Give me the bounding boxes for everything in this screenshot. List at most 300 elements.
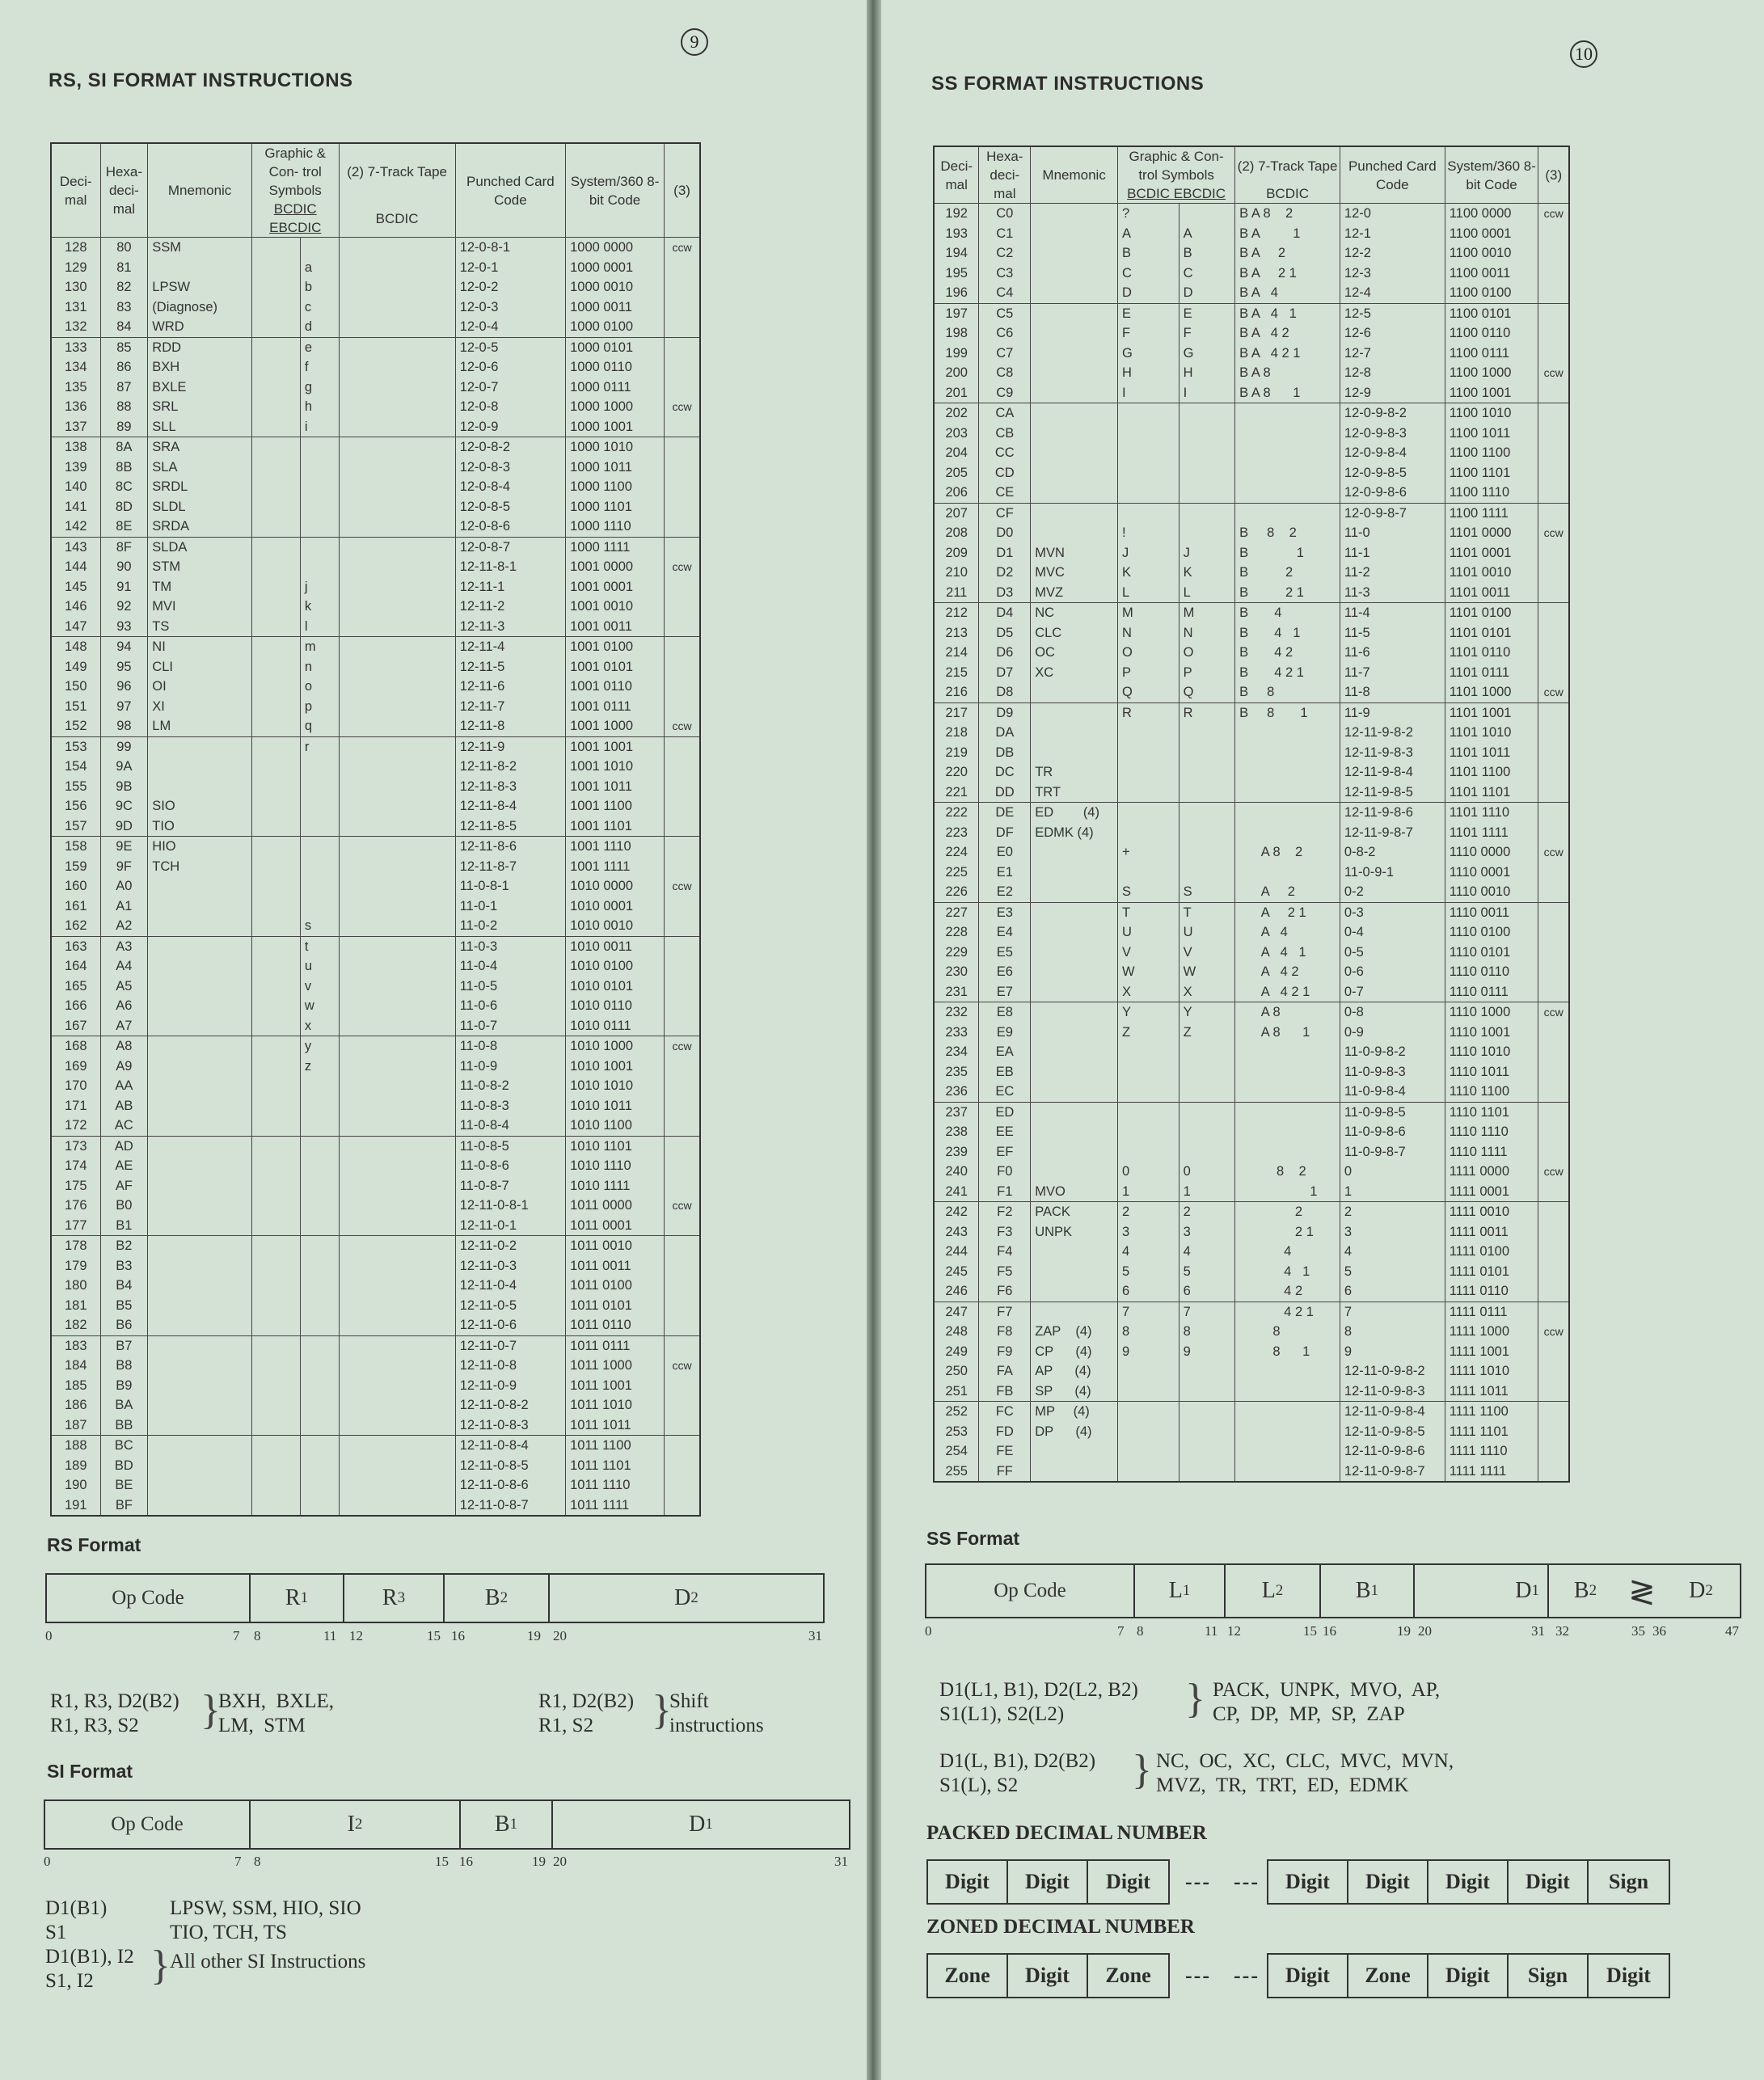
mnemonic-cell — [148, 1176, 252, 1196]
ss-field-l2: L 2 — [1226, 1565, 1321, 1617]
system-cell: 1110 0011 — [1445, 902, 1538, 922]
tape-cell — [1235, 823, 1340, 843]
rs-field-opcode: Op Code — [47, 1575, 251, 1622]
bcdic-cell — [1118, 723, 1180, 743]
note-cell — [1538, 503, 1569, 523]
zoned-right-group — [1267, 1953, 1670, 1998]
bcdic-cell: 9 — [1118, 1342, 1180, 1362]
tape-cell — [339, 1496, 455, 1517]
tape-cell — [339, 897, 455, 917]
tape-cell — [339, 956, 455, 977]
bcdic-cell — [251, 977, 300, 997]
note-cell — [1538, 823, 1569, 843]
hex-cell: F1 — [979, 1182, 1031, 1202]
ss-field-b2: B 2 — [1573, 1578, 1597, 1603]
decimal-cell: 223 — [934, 823, 979, 843]
bit-label: 19 — [527, 1628, 541, 1643]
decimal-cell: 221 — [934, 783, 979, 803]
decimal-cell: 176 — [51, 1196, 100, 1216]
ebcdic-cell: 1 — [1179, 1182, 1235, 1202]
punched-cell: 11-0-8-6 — [455, 1156, 565, 1176]
system-cell: 1010 0111 — [566, 1016, 665, 1036]
punched-cell: 12-11-0-8-7 — [455, 1496, 565, 1517]
hex-cell: D9 — [979, 702, 1031, 723]
mnemonic-cell — [148, 1216, 252, 1236]
zoned-cell: Digit — [1268, 1955, 1348, 1997]
hex-cell: D4 — [979, 603, 1031, 623]
hex-cell: BA — [100, 1395, 148, 1415]
system-cell: 1010 1111 — [566, 1176, 665, 1196]
tape-cell — [1235, 424, 1340, 444]
punched-cell: 12-0-3 — [455, 297, 565, 318]
system-cell: 1010 1000 — [566, 1036, 665, 1057]
bcdic-cell — [251, 458, 300, 478]
tape-cell — [1235, 762, 1340, 783]
tape-cell — [339, 816, 455, 837]
hex-cell: 84 — [100, 317, 148, 337]
hex-cell: 96 — [100, 677, 148, 697]
mnemonic-cell — [1031, 383, 1118, 403]
mnemonic-cell — [1031, 902, 1118, 922]
punched-cell: 2 — [1340, 1202, 1445, 1222]
hex-cell: B2 — [100, 1236, 148, 1256]
note-cell — [665, 1276, 700, 1296]
zoned-cell: Zone — [1105, 1964, 1151, 1987]
tape-cell — [339, 437, 455, 458]
hex-cell: 89 — [100, 417, 148, 437]
table-row — [51, 1176, 700, 1196]
hex-cell: 9A — [100, 757, 148, 777]
table-row — [934, 1102, 1569, 1122]
ebcdic-cell: 7 — [1179, 1302, 1235, 1322]
system-cell: 1100 1011 — [1445, 424, 1538, 444]
tape-cell — [339, 1436, 455, 1456]
system-cell: 1011 0000 — [566, 1196, 665, 1216]
ebcdic-cell — [300, 557, 339, 577]
decimal-cell: 179 — [51, 1256, 100, 1276]
table-row — [934, 682, 1569, 702]
decimal-cell: 146 — [51, 597, 100, 617]
tape-cell — [339, 1475, 455, 1496]
hex-cell: 8C — [100, 477, 148, 497]
tape-cell: A 4 2 — [1235, 962, 1340, 982]
note-cell — [665, 637, 700, 657]
bcdic-cell — [1118, 443, 1180, 463]
decimal-cell: 174 — [51, 1156, 100, 1176]
tape-cell — [339, 1036, 455, 1057]
punched-cell: 12-11-0-2 — [455, 1236, 565, 1256]
ebcdic-cell: 2 — [1179, 1202, 1235, 1222]
hex-cell: 9F — [100, 857, 148, 877]
bcdic-cell — [251, 1456, 300, 1476]
bcdic-cell — [251, 1376, 300, 1396]
hex-cell: BC — [100, 1436, 148, 1456]
hex-cell: FD — [979, 1422, 1031, 1442]
ss-field-opcode: Op Code — [926, 1565, 1135, 1617]
tape-cell — [1235, 723, 1340, 743]
system-cell: 1101 0111 — [1445, 663, 1538, 683]
hex-cell: CE — [979, 483, 1031, 503]
binding-gutter — [867, 0, 881, 2080]
tape-cell: B 8 — [1235, 682, 1340, 702]
ebcdic-cell — [300, 458, 339, 478]
tape-cell: B 2 — [1235, 563, 1340, 583]
punched-cell: 8 — [1340, 1322, 1445, 1342]
table-row — [934, 922, 1569, 943]
bcdic-cell — [251, 577, 300, 597]
bcdic-cell: W — [1118, 962, 1180, 982]
si-note-syntax-1: D1(B1) — [45, 1897, 108, 1919]
punched-cell: 5 — [1340, 1262, 1445, 1282]
table-row — [934, 823, 1569, 843]
ebcdic-cell: d — [300, 317, 339, 337]
system-cell: 1101 0101 — [1445, 623, 1538, 643]
punched-cell: 12-0-5 — [455, 337, 565, 357]
decimal-cell: 247 — [934, 1302, 979, 1322]
punched-cell: 12-11-8-1 — [455, 557, 565, 577]
bit-label: 15 — [427, 1628, 441, 1643]
ebcdic-cell: t — [300, 936, 339, 956]
punched-cell: 11-0-8-7 — [455, 1176, 565, 1196]
tape-cell — [339, 1176, 455, 1196]
hex-cell: F3 — [979, 1222, 1031, 1243]
bcdic-cell — [1118, 1062, 1180, 1082]
hex-cell: ED — [979, 1102, 1031, 1122]
punched-cell: 12-11-5 — [455, 657, 565, 677]
hex-cell: AF — [100, 1176, 148, 1196]
mnemonic-cell: MVN — [1031, 543, 1118, 563]
note-cell — [1538, 344, 1569, 364]
bcdic-cell — [251, 337, 300, 357]
rs-format-title: RS Format — [47, 1534, 141, 1555]
table-row — [934, 603, 1569, 623]
tape-cell — [339, 497, 455, 517]
punched-cell: 0-7 — [1340, 982, 1445, 1002]
bcdic-cell — [251, 637, 300, 657]
punched-cell: 12-2 — [1340, 243, 1445, 264]
decimal-cell: 150 — [51, 677, 100, 697]
ebcdic-cell — [1179, 503, 1235, 523]
col-header-system: System/360 8-bit Code — [566, 143, 665, 238]
table-row — [51, 317, 700, 337]
bit-label: 12 — [1227, 1623, 1241, 1639]
system-cell: 1100 1100 — [1445, 443, 1538, 463]
bcdic-cell: C — [1118, 264, 1180, 284]
bcdic-cell: M — [1118, 603, 1180, 623]
mnemonic-cell — [148, 897, 252, 917]
table-row — [934, 982, 1569, 1002]
bcdic-cell — [251, 1496, 300, 1517]
punched-cell: 12-0-8 — [455, 397, 565, 417]
punched-cell: 11-0-9-8-4 — [1340, 1082, 1445, 1102]
ss-note1-syntax: D1(L1, B1), D2(L2, B2) S1(L1), S2(L2) — [939, 1679, 1138, 1725]
tape-cell — [1235, 1122, 1340, 1142]
system-cell: 1000 1100 — [566, 477, 665, 497]
system-cell: 1111 0111 — [1445, 1302, 1538, 1322]
ebcdic-cell — [300, 477, 339, 497]
decimal-cell: 245 — [934, 1262, 979, 1282]
note-cell — [1538, 1222, 1569, 1243]
note-cell — [1538, 882, 1569, 902]
bcdic-cell — [251, 1196, 300, 1216]
hex-cell: C9 — [979, 383, 1031, 403]
hex-cell: 97 — [100, 697, 148, 717]
packed-cell: Digit — [1429, 1861, 1509, 1903]
mnemonic-cell — [148, 996, 252, 1016]
ebcdic-cell — [1179, 762, 1235, 783]
punched-cell: 11-0-9-8-7 — [1340, 1142, 1445, 1162]
ebcdic-cell: w — [300, 996, 339, 1016]
note-cell — [665, 996, 700, 1016]
note-cell — [1538, 1361, 1569, 1382]
hex-cell: 92 — [100, 597, 148, 617]
mnemonic-cell: STM — [148, 557, 252, 577]
bcdic-cell — [251, 557, 300, 577]
col-header-punched: Punched Card Code — [1340, 146, 1445, 204]
note-cell — [1538, 723, 1569, 743]
punched-cell: 9 — [1340, 1342, 1445, 1362]
system-cell: 1110 0000 — [1445, 842, 1538, 863]
mnemonic-cell: SRDL — [148, 477, 252, 497]
hex-cell: DF — [979, 823, 1031, 843]
hex-cell: 94 — [100, 637, 148, 657]
table-row — [934, 344, 1569, 364]
bcdic-cell — [251, 936, 300, 956]
system-cell: 1111 1110 — [1445, 1441, 1538, 1462]
table-row — [934, 583, 1569, 603]
tape-cell — [339, 1016, 455, 1036]
note-cell — [665, 1335, 700, 1356]
decimal-cell: 251 — [934, 1382, 979, 1402]
bit-label: 31 — [834, 1854, 848, 1869]
system-cell: 1011 1010 — [566, 1395, 665, 1415]
mnemonic-cell — [148, 1156, 252, 1176]
table-row — [934, 443, 1569, 463]
ebcdic-cell: v — [300, 977, 339, 997]
table-row — [51, 577, 700, 597]
rs-field-r3: R 3 — [344, 1575, 445, 1622]
decimal-cell: 185 — [51, 1376, 100, 1396]
mnemonic-cell — [148, 1116, 252, 1136]
table-row — [934, 1062, 1569, 1082]
ebcdic-cell: M — [1179, 603, 1235, 623]
hex-cell: E4 — [979, 922, 1031, 943]
note-cell — [1538, 243, 1569, 264]
hex-cell: A3 — [100, 936, 148, 956]
note-cell — [665, 337, 700, 357]
tape-cell — [339, 736, 455, 757]
ebcdic-cell — [300, 1256, 339, 1276]
ebcdic-cell — [1179, 783, 1235, 803]
punched-cell: 12-11-8 — [455, 716, 565, 736]
note-cell — [1538, 643, 1569, 663]
note-cell — [665, 297, 700, 318]
tape-cell — [339, 378, 455, 398]
ss-field-d2: D 2 — [1689, 1578, 1713, 1603]
punched-cell: 11-0-8-2 — [455, 1076, 565, 1096]
mnemonic-cell: XC — [1031, 663, 1118, 683]
table-row — [51, 397, 700, 417]
instruction-code-table — [933, 146, 1570, 1483]
bcdic-cell — [1118, 1102, 1180, 1122]
ebcdic-cell — [300, 1436, 339, 1456]
system-cell: 1101 1010 — [1445, 723, 1538, 743]
note-cell — [665, 857, 700, 877]
bcdic-cell: 7 — [1118, 1302, 1180, 1322]
punched-cell: 12-1 — [1340, 224, 1445, 244]
bcdic-cell — [1118, 483, 1180, 503]
note-cell — [1538, 783, 1569, 803]
table-row — [51, 1475, 700, 1496]
punched-cell: 12-11-1 — [455, 577, 565, 597]
rs-note2-syntax: R1, D2(B2) R1, S2 — [538, 1690, 635, 1736]
mnemonic-cell — [148, 1236, 252, 1256]
tape-cell: A 2 1 — [1235, 902, 1340, 922]
table-row — [934, 1142, 1569, 1162]
bit-label: 7 — [234, 1854, 242, 1869]
decimal-cell: 235 — [934, 1062, 979, 1082]
system-cell: 1100 0000 — [1445, 204, 1538, 224]
punched-cell: 11-0-4 — [455, 956, 565, 977]
bit-label: 20 — [553, 1628, 567, 1643]
col-header-hex: Hexa- deci- mal — [979, 146, 1031, 204]
hex-cell: 85 — [100, 337, 148, 357]
decimal-cell: 216 — [934, 682, 979, 702]
brace-icon: } — [200, 1687, 221, 1733]
ebcdic-cell — [300, 837, 339, 857]
punched-cell: 12-6 — [1340, 323, 1445, 344]
table-row — [51, 1236, 700, 1256]
note-cell — [1538, 463, 1569, 483]
system-cell: 1001 1110 — [566, 837, 665, 857]
system-cell: 1100 0001 — [1445, 224, 1538, 244]
system-cell: 1000 0111 — [566, 378, 665, 398]
system-cell: 1000 0100 — [566, 317, 665, 337]
ebcdic-cell — [300, 1296, 339, 1316]
mnemonic-cell: SIO — [148, 796, 252, 816]
table-row — [934, 863, 1569, 883]
decimal-cell: 193 — [934, 224, 979, 244]
mnemonic-cell — [1031, 1441, 1118, 1462]
ebcdic-cell — [300, 1196, 339, 1216]
punched-cell: 12-11-0-8-6 — [455, 1475, 565, 1496]
bit-label: 36 — [1652, 1623, 1666, 1639]
hex-cell: 82 — [100, 277, 148, 297]
hex-cell: D6 — [979, 643, 1031, 663]
mnemonic-cell: SSM — [148, 238, 252, 258]
hex-cell: DB — [979, 743, 1031, 763]
ebcdic-cell: l — [300, 617, 339, 637]
note-cell — [1538, 603, 1569, 623]
system-cell: 1001 0110 — [566, 677, 665, 697]
bit-label: 31 — [1531, 1623, 1545, 1639]
ebcdic-cell: E — [1179, 303, 1235, 323]
mnemonic-cell — [148, 736, 252, 757]
mnemonic-cell — [148, 1096, 252, 1116]
ebcdic-cell — [1179, 204, 1235, 224]
note-cell — [1538, 902, 1569, 922]
system-cell: 1100 0100 — [1445, 283, 1538, 303]
ebcdic-cell — [1179, 443, 1235, 463]
note-cell — [665, 1376, 700, 1396]
decimal-cell: 187 — [51, 1415, 100, 1436]
note-cell — [1538, 1062, 1569, 1082]
system-cell: 1001 1010 — [566, 757, 665, 777]
ebcdic-cell — [300, 876, 339, 897]
decimal-cell: 233 — [934, 1023, 979, 1043]
table-row — [51, 258, 700, 278]
hex-cell: 81 — [100, 258, 148, 278]
punched-cell: 11-1 — [1340, 543, 1445, 563]
bcdic-cell — [1118, 1122, 1180, 1142]
ebcdic-cell: Q — [1179, 682, 1235, 702]
col-header-decimal: Deci- mal — [51, 143, 100, 238]
table-row — [51, 757, 700, 777]
mnemonic-cell — [148, 1196, 252, 1216]
ss-note1-desc: PACK, UNPK, MVO, AP, CP, DP, MP, SP, ZAP — [1213, 1679, 1441, 1725]
mnemonic-cell — [1031, 1262, 1118, 1282]
ss-field-b1: B 1 — [1321, 1565, 1415, 1617]
bcdic-cell — [251, 497, 300, 517]
decimal-cell: 137 — [51, 417, 100, 437]
table-row — [934, 483, 1569, 503]
system-cell: 1000 0101 — [566, 337, 665, 357]
system-cell: 1001 1100 — [566, 796, 665, 816]
decimal-cell: 200 — [934, 363, 979, 383]
hex-cell: D1 — [979, 543, 1031, 563]
system-cell: 1010 0010 — [566, 916, 665, 936]
system-cell: 1111 1101 — [1445, 1422, 1538, 1442]
ebcdic-cell — [300, 757, 339, 777]
tape-cell: 4 — [1235, 1242, 1340, 1262]
system-cell: 1010 1110 — [566, 1156, 665, 1176]
mnemonic-cell — [1031, 1142, 1118, 1162]
hex-cell: F7 — [979, 1302, 1031, 1322]
punched-cell: 12-11-0-4 — [455, 1276, 565, 1296]
bcdic-cell — [1118, 823, 1180, 843]
ebcdic-cell: o — [300, 677, 339, 697]
decimal-cell: 208 — [934, 523, 979, 543]
ebcdic-cell — [1179, 1422, 1235, 1442]
system-cell: 1011 0100 — [566, 1276, 665, 1296]
note-cell — [1538, 1281, 1569, 1302]
mnemonic-cell: DP (4) — [1031, 1422, 1118, 1442]
note-cell: ccw — [1538, 1322, 1569, 1342]
mnemonic-cell — [1031, 443, 1118, 463]
system-cell: 1110 1001 — [1445, 1023, 1538, 1043]
bcdic-cell: A — [1118, 224, 1180, 244]
hex-cell: D2 — [979, 563, 1031, 583]
system-cell: 1001 0111 — [566, 697, 665, 717]
ebcdic-cell — [300, 437, 339, 458]
punched-cell: 11-0-9-8-3 — [1340, 1062, 1445, 1082]
decimal-cell: 183 — [51, 1335, 100, 1356]
ebcdic-cell: 4 — [1179, 1242, 1235, 1262]
bit-label: 0 — [44, 1854, 51, 1869]
bcdic-cell — [251, 1315, 300, 1335]
system-cell: 1101 0100 — [1445, 603, 1538, 623]
bcdic-cell: N — [1118, 623, 1180, 643]
tape-cell — [339, 597, 455, 617]
punched-cell: 11-8 — [1340, 682, 1445, 702]
table-row — [51, 597, 700, 617]
table-row — [51, 357, 700, 378]
note-cell: ccw — [1538, 523, 1569, 543]
bcdic-cell — [251, 1415, 300, 1436]
ebcdic-cell — [300, 1076, 339, 1096]
decimal-cell: 155 — [51, 777, 100, 797]
table-row — [51, 1296, 700, 1316]
